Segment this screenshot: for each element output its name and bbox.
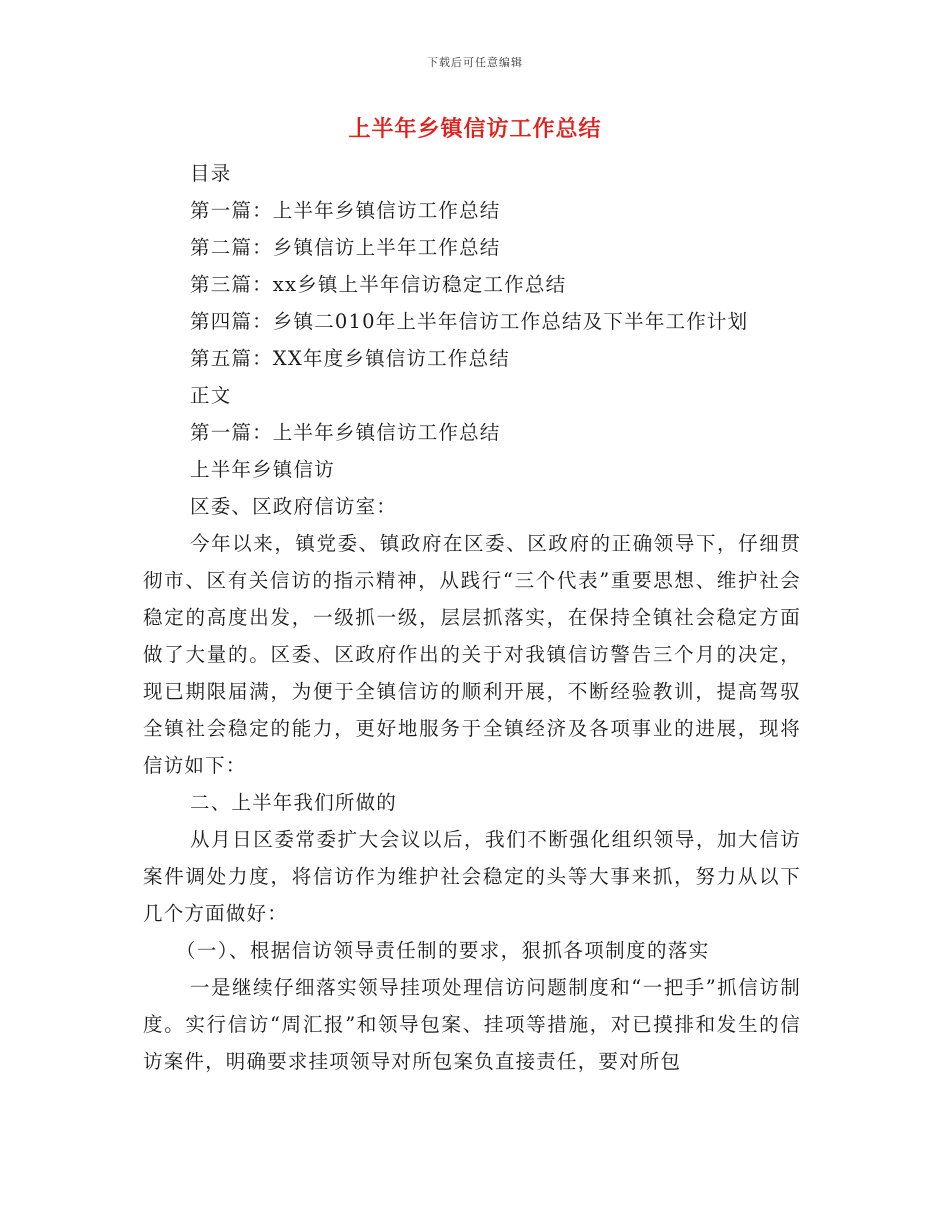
paragraph-intro: 今年以来，镇党委、镇政府在区委、区政府的正确领导下，仔细贯彻市、区有关信访的指示精神，从践行“三个代表”重要思想、维护社会稳定的高度出发，一级抓一级，层层抓落实，在保持全镇社会稳定方面做了大量的。区委、区政府作出的关于对我镇信访警告三个月的决定，现已期限届满，为便于全镇信访的顺利开展，不断经验教训，提高驾驭全镇社会稳定的能力，更好地服务于全镇经济及各项事业的进展，现将信访如下：: [143, 532, 801, 777]
toc-item: 第一篇：上半年乡镇信访工作总结: [190, 199, 501, 222]
header-note: 下载后可任意编辑: [427, 56, 523, 69]
part-title: 第一篇：上半年乡镇信访工作总结: [190, 421, 501, 444]
toc-item: 第二篇：乡镇信访上半年工作总结: [190, 236, 501, 259]
toc-item: 第四篇：乡镇二010年上半年信访工作总结及下半年工作计划: [190, 310, 749, 333]
section-label: 正文: [190, 384, 232, 407]
paragraph-work: 从月日区委常委扩大会议以后，我们不断强化组织领导，加大信访案件调处力度，将信访作为维护社会稳定的头等大事来抓，努力从以下几个方面做好：: [143, 828, 801, 925]
toc-item: 第五篇：XX年度乡镇信访工作总结: [190, 347, 510, 370]
document-body: [143, 155, 801, 1080]
addressee-line: 区委、区政府信访室：: [190, 495, 398, 518]
section-heading: 二、上半年我们所做的: [190, 791, 398, 814]
subject-line: 上半年乡镇信访: [190, 458, 335, 481]
paragraph-measures: 一是继续仔细落实领导挂项处理信访问题制度和“一把手”抓信访制度。实行信访“周汇报”和领导包案、挂项等措施，对已摸排和发生的信访案件，明确要求挂项领导对所包案负直接责任，要对所包: [143, 976, 801, 1073]
toc-item: 第三篇：xx乡镇上半年信访稳定工作总结: [190, 273, 567, 296]
document-title: 上半年乡镇信访工作总结: [348, 116, 602, 142]
subsection-heading: （一）、根据信访领导责任制的要求，狠抓各项制度的落实: [176, 939, 710, 962]
toc-heading: 目录: [190, 162, 232, 185]
